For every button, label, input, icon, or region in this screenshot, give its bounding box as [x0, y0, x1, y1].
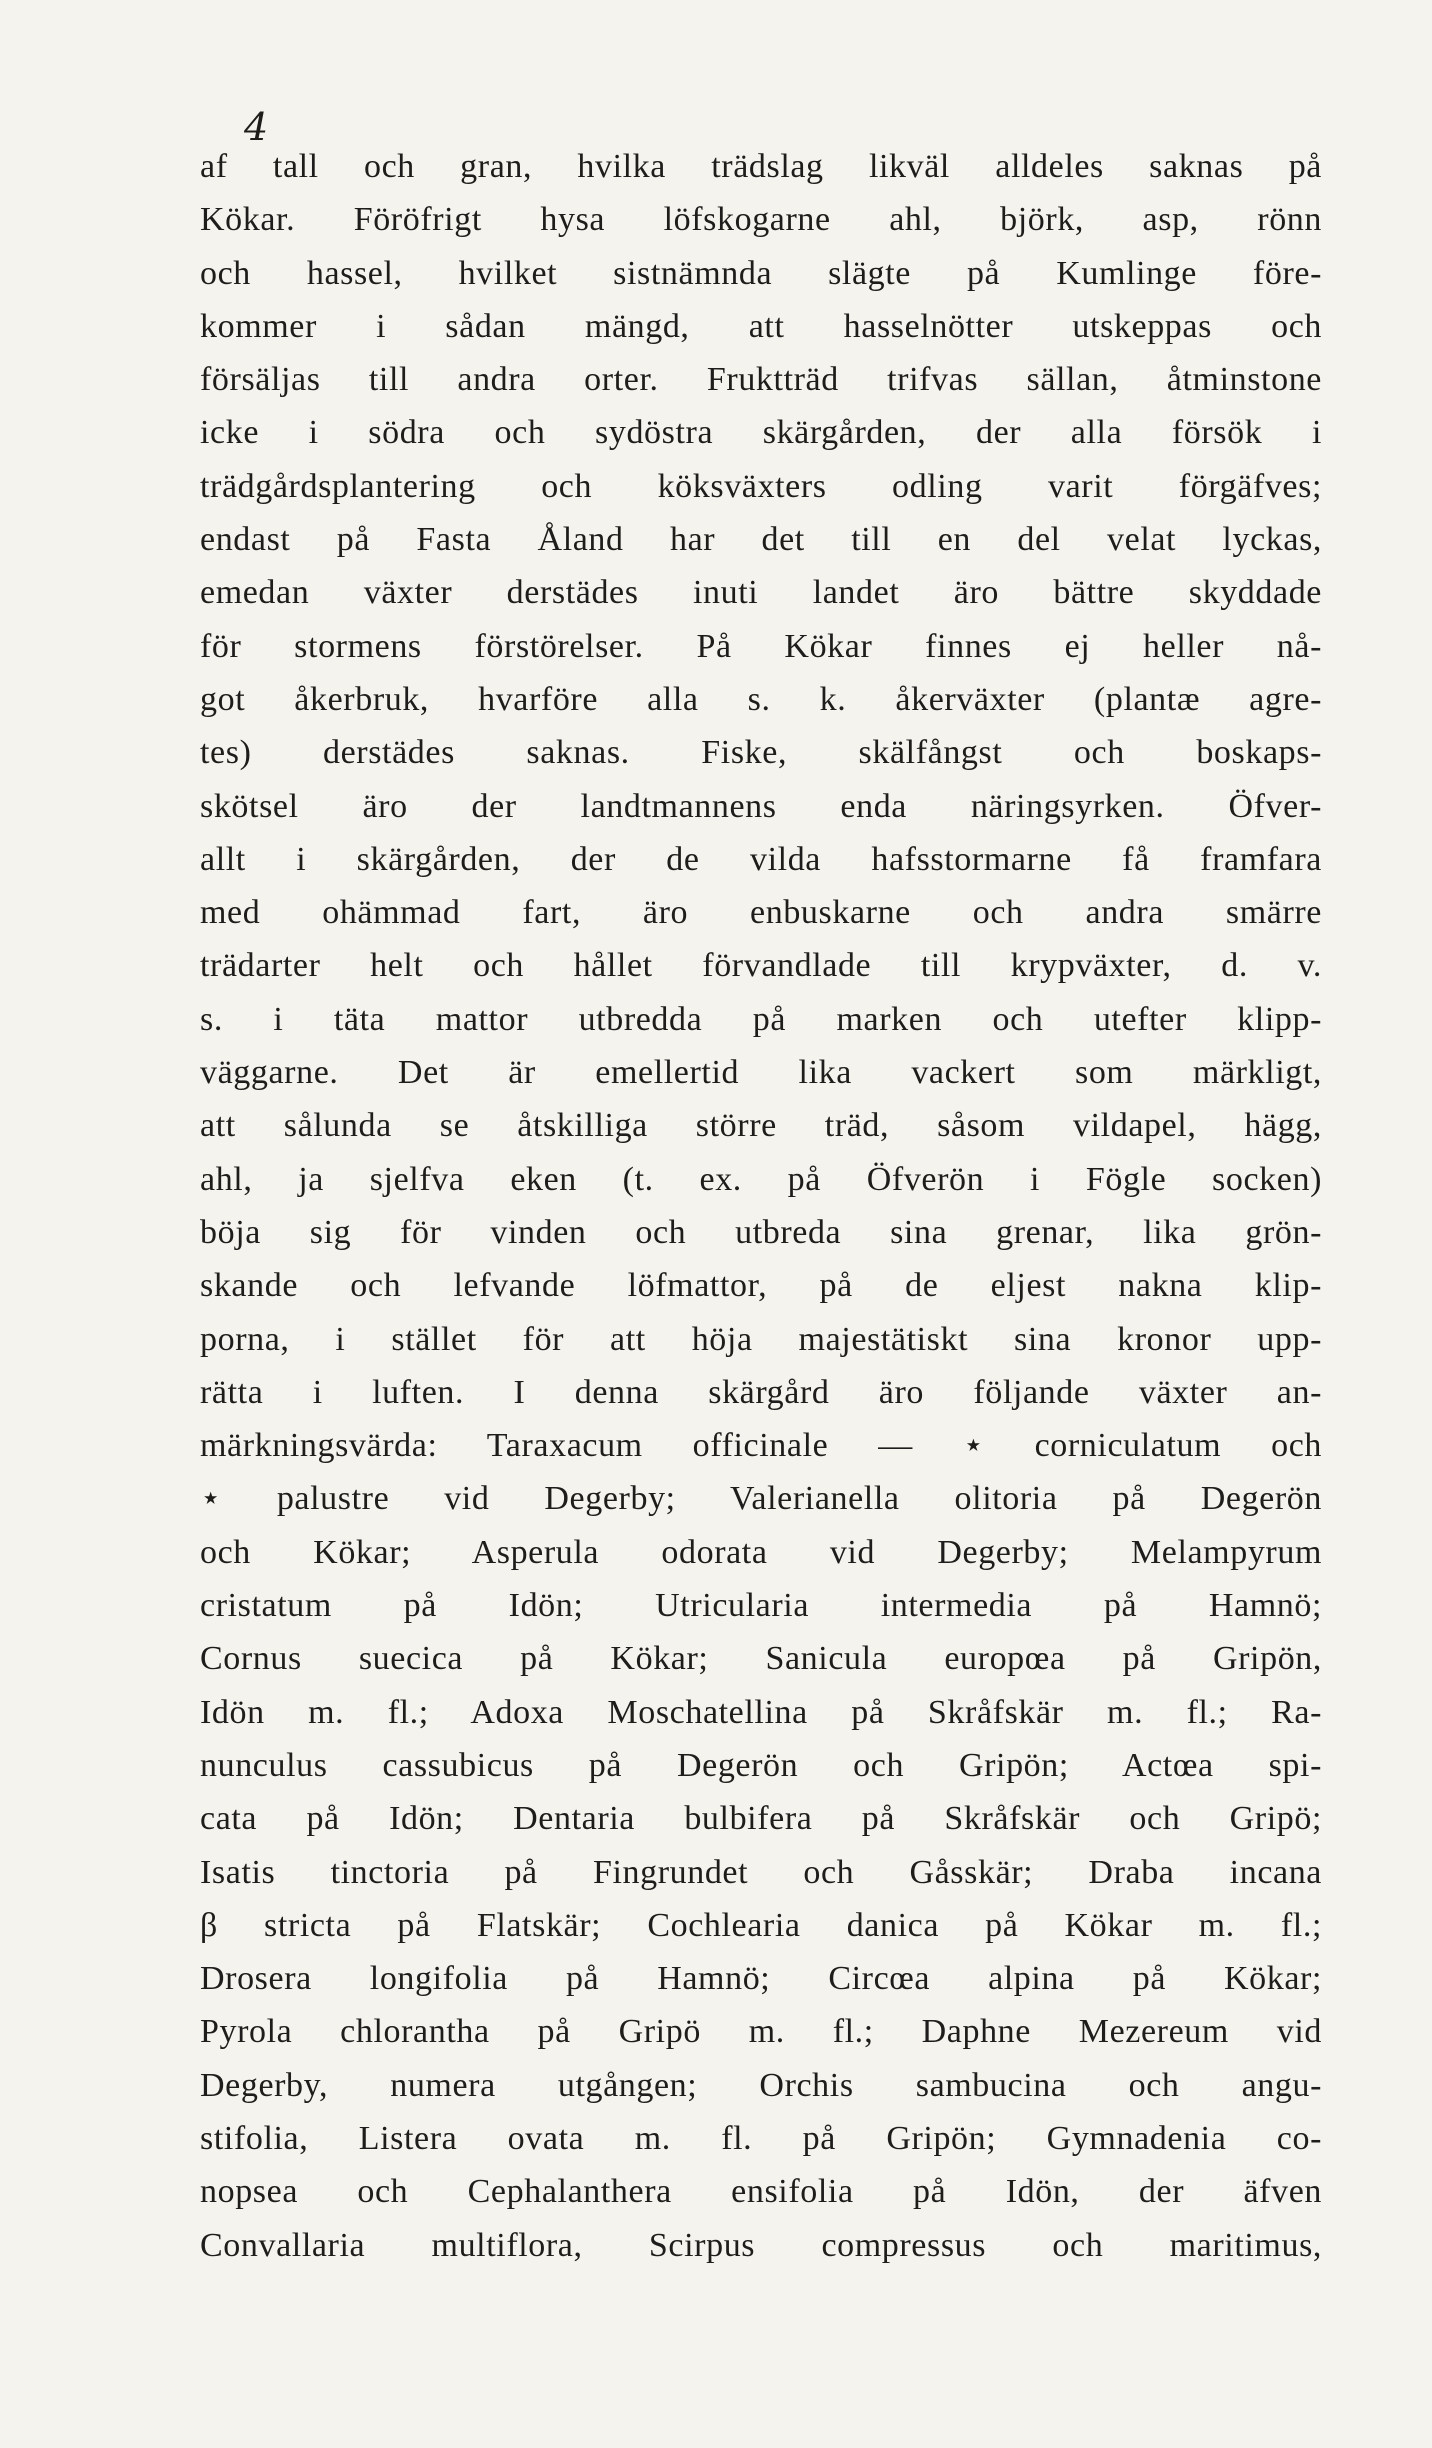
- text-line: Idön m. fl.; Adoxa Moschatellina på Skråfskär m. fl.; Ra-: [200, 1693, 1322, 1731]
- text-line: allt i skärgården, der de vilda hafsstormarne få framfara: [200, 840, 1322, 878]
- page-number: 4: [244, 105, 269, 149]
- text-line: nunculus cassubicus på Degerön och Gripön; Actœa spi-: [200, 1746, 1322, 1784]
- text-line: Cornus suecica på Kökar; Sanicula europœa på Gripön,: [200, 1640, 1322, 1678]
- text-line: väggarne. Det är emellertid lika vackert som märkligt,: [200, 1054, 1322, 1092]
- body-text: [200, 140, 1322, 2272]
- text-line: nopsea och Cephalanthera ensifolia på Idön, der äfven: [200, 2173, 1322, 2211]
- text-line: böja sig för vinden och utbreda sina grenar, lika grön-: [200, 1213, 1322, 1251]
- text-line: got åkerbruk, hvarföre alla s. k. åkerväxter (plantæ agre-: [200, 680, 1322, 718]
- text-line: endast på Fasta Åland har det till en del velat lyckas,: [200, 521, 1322, 559]
- text-line: märkningsvärda: Taraxacum officinale — ⋆ corniculatum och: [200, 1427, 1322, 1465]
- text-line: skande och lefvande löfmattor, på de eljest nakna klip-: [200, 1267, 1322, 1305]
- text-line: porna, i stället för att höja majestätiskt sina kronor upp-: [200, 1320, 1322, 1358]
- text-line: cristatum på Idön; Utricularia intermedia på Hamnö;: [200, 1587, 1322, 1625]
- text-line: skötsel äro der landtmannens enda näringsyrken. Öfver-: [200, 787, 1322, 825]
- text-line: emedan växter derstädes inuti landet äro bättre skyddade: [200, 574, 1322, 612]
- text-line: s. i täta mattor utbredda på marken och utefter klipp-: [200, 1000, 1322, 1038]
- text-line: rätta i luften. I denna skärgård äro följande växter an-: [200, 1373, 1322, 1411]
- text-line: att sålunda se åtskilliga större träd, såsom vildapel, hägg,: [200, 1107, 1322, 1145]
- text-line: försäljas till andra orter. Fruktträd trifvas sällan, åtminstone: [200, 361, 1322, 399]
- text-line: β stricta på Flatskär; Cochlearia danica på Kökar m. fl.;: [200, 1906, 1322, 1944]
- text-line: Isatis tinctoria på Fingrundet och Gåsskär; Draba incana: [200, 1853, 1322, 1891]
- text-line: ⋆ palustre vid Degerby; Valerianella olitoria på Degerön: [200, 1480, 1322, 1518]
- text-line: Convallaria multiflora, Scirpus compressus och maritimus,: [200, 2226, 1322, 2264]
- text-line: stifolia, Listera ovata m. fl. på Gripön; Gymnadenia co-: [200, 2119, 1322, 2157]
- text-line: trädarter helt och hållet förvandlade till krypväxter, d. v.: [200, 947, 1322, 985]
- text-line: cata på Idön; Dentaria bulbifera på Skråfskär och Gripö;: [200, 1800, 1322, 1838]
- text-line: ahl, ja sjelfva eken (t. ex. på Öfverön i Fögle socken): [200, 1160, 1322, 1198]
- text-line: Degerby, numera utgången; Orchis sambucina och angu-: [200, 2066, 1322, 2104]
- text-line: Pyrola chlorantha på Gripö m. fl.; Daphne Mezereum vid: [200, 2013, 1322, 2051]
- text-line: och Kökar; Asperula odorata vid Degerby; Melampyrum: [200, 1533, 1322, 1571]
- text-line: Drosera longifolia på Hamnö; Circœa alpina på Kökar;: [200, 1960, 1322, 1998]
- text-line: för stormens förstörelser. På Kökar finnes ej heller nå-: [200, 627, 1322, 665]
- text-line: kommer i sådan mängd, att hasselnötter utskeppas och: [200, 307, 1322, 345]
- text-line: Kökar. Föröfrigt hysa löfskogarne ahl, björk, asp, rönn: [200, 201, 1322, 239]
- text-line: af tall och gran, hvilka trädslag likväl alldeles saknas på: [200, 148, 1322, 185]
- text-line: icke i södra och sydöstra skärgården, der alla försök i: [200, 414, 1322, 452]
- text-line: med ohämmad fart, äro enbuskarne och andra smärre: [200, 894, 1322, 932]
- text-line: tes) derstädes saknas. Fiske, skälfångst och boskaps-: [200, 734, 1322, 772]
- text-line: och hassel, hvilket sistnämnda slägte på Kumlinge före-: [200, 254, 1322, 292]
- text-line: trädgårdsplantering och köksväxters odling varit förgäfves;: [200, 467, 1322, 505]
